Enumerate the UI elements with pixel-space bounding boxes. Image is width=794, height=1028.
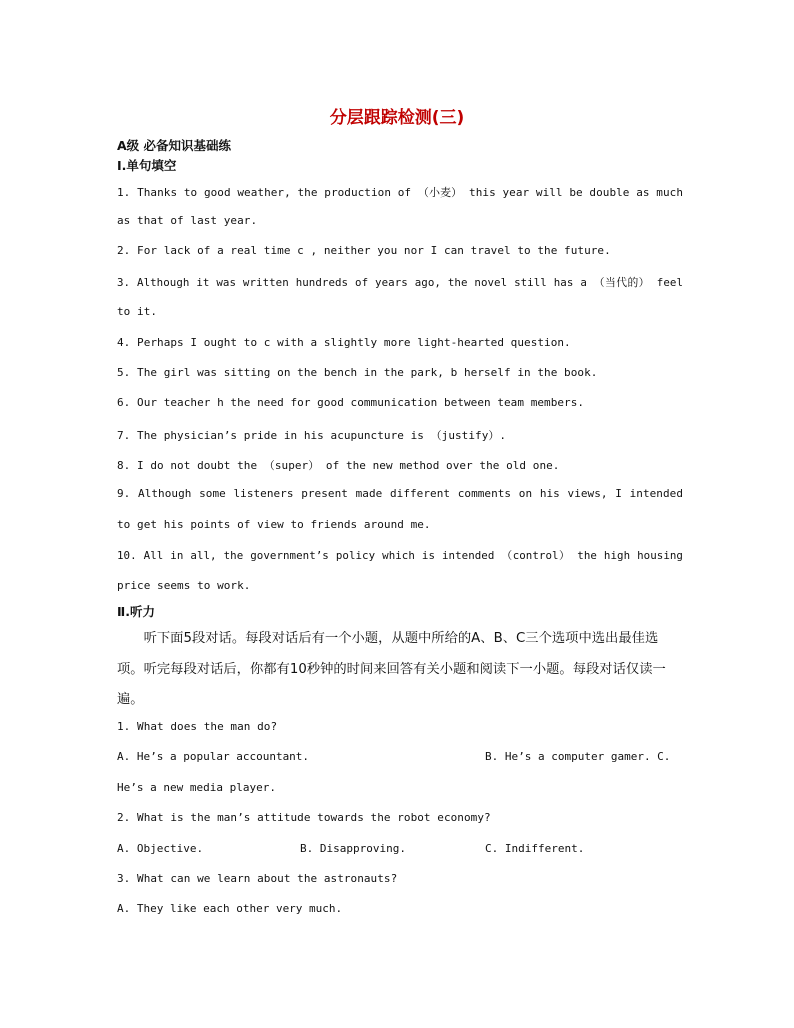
instruction-line: 听下面5段对话。每段对话后有一个小题，从题中所给的A、B、C三个选项中选出最佳选	[117, 631, 659, 646]
question-1: 1. What does the man do?	[117, 720, 278, 733]
q2-option-c: C. Indifferent.	[485, 842, 585, 855]
text-line: as that of last year.	[117, 214, 258, 227]
question-2: 2. What is the man’s attitude towards the robot economy?	[117, 811, 491, 824]
q1-option-b: B. He’s a computer gamer. C.	[485, 750, 671, 763]
q1-option-c: He’s a new media player.	[117, 781, 276, 794]
q2-option-b: B. Disapproving.	[300, 842, 406, 855]
text-line: 4. Perhaps I ought to c with a slightly more light-hearted question.	[117, 336, 571, 349]
q1-option-a: A. He’s a popular accountant.	[117, 750, 310, 763]
q2-option-a: A. Objective.	[117, 842, 204, 855]
q3-option-a: A. They like each other very much.	[117, 902, 343, 915]
text-line: 10. All in all, the government’s policy which is intended （control） the high housing	[117, 549, 683, 562]
text-line: 9. Although some listeners present made different comments on his views, I intended	[117, 487, 683, 500]
text-line: 8. I do not doubt the （super） of the new method over the old one.	[117, 459, 560, 472]
text-line: 2. For lack of a real time c , neither you nor I can travel to the future.	[117, 244, 611, 257]
question-3: 3. What can we learn about the astronauts?	[117, 872, 398, 885]
text-line: to it.	[117, 305, 158, 318]
section-1-heading: Ⅰ.单句填空	[117, 158, 177, 173]
level-a-heading: A级 必备知识基础练	[117, 138, 232, 153]
text-line: 1. Thanks to good weather, the production of （小麦） this year will be double as much	[117, 186, 683, 199]
text-line: to get his points of view to friends around me.	[117, 518, 431, 531]
page-title: 分层跟踪检测(三)	[329, 108, 465, 128]
text-line: price seems to work.	[117, 579, 251, 592]
text-line: 5. The girl was sitting on the bench in the park, b herself in the book.	[117, 366, 598, 379]
instruction-line: 遍。	[117, 692, 144, 707]
text-line: 3. Although it was written hundreds of years ago, the novel still has a （当代的） feel	[117, 276, 683, 289]
section-2-heading: Ⅱ.听力	[117, 604, 155, 619]
instruction-line: 项。听完每段对话后，你都有10秒钟的时间来回答有关小题和阅读下一小题。每段对话仅读一	[117, 662, 666, 677]
text-line: 7. The physician’s pride in his acupuncture is （justify）.	[117, 429, 507, 442]
text-line: 6. Our teacher h the need for good communication between team members.	[117, 396, 585, 409]
